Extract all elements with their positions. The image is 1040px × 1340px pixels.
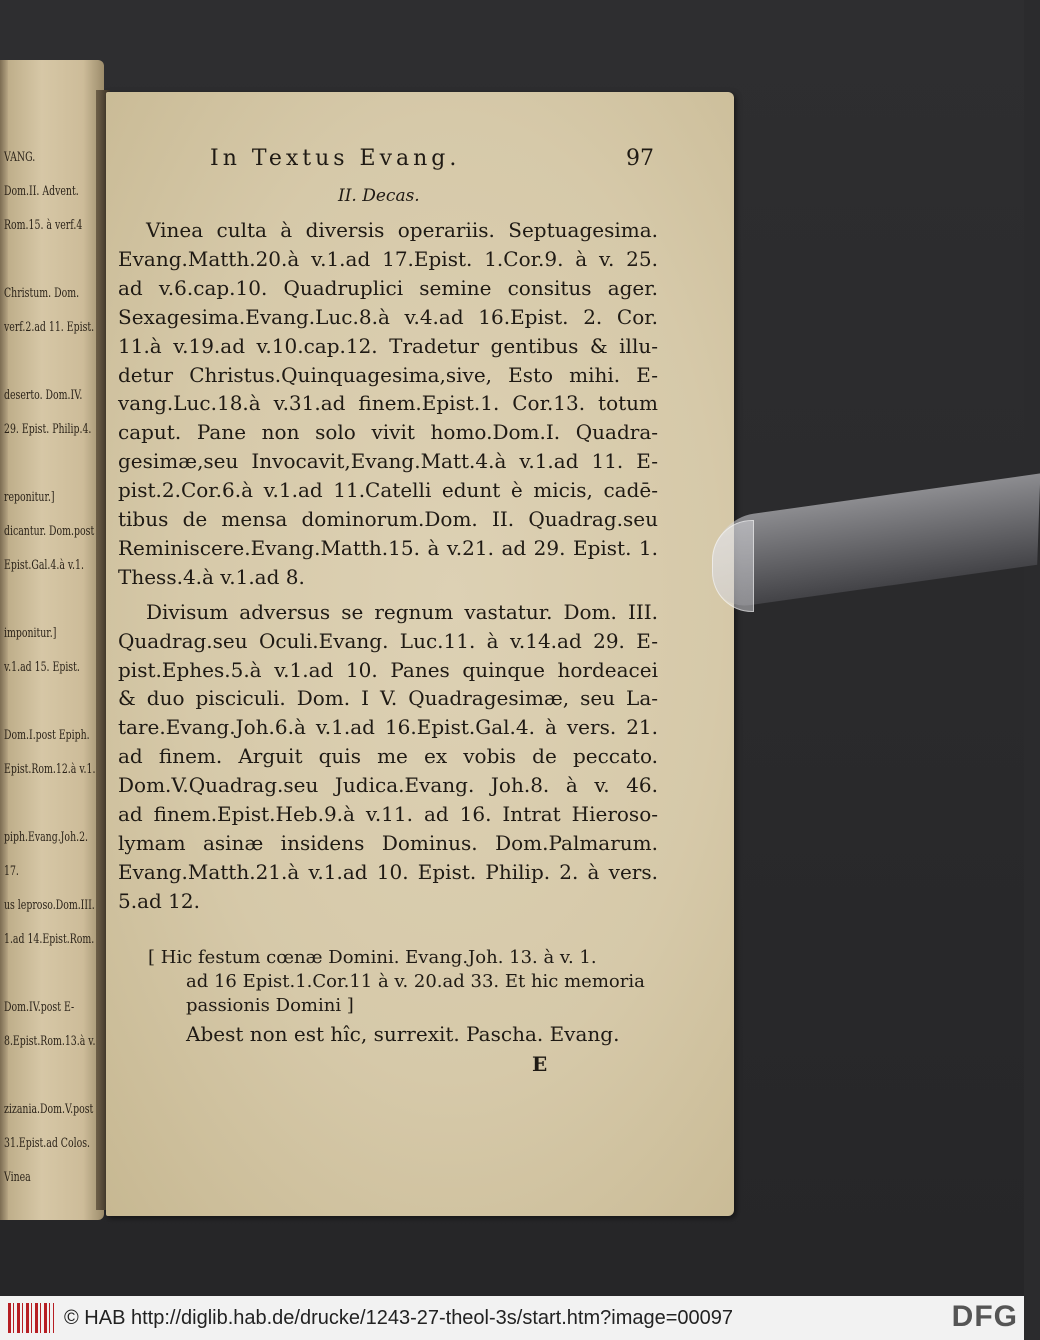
left-page-line: 1.ad 14.Epist.Rom. <box>4 932 95 947</box>
left-page-line: Dom.I.post Epiph. <box>4 728 90 743</box>
body-line: & duo pisciculi. Dom. I V. Quadragesimæ, seu La- <box>118 686 658 711</box>
dfg-logo: DFG <box>951 1300 1018 1333</box>
body-line: Evang.Matth.20.à v.1.ad 17.Epist. 1.Cor.9. à v. 25. <box>118 246 658 271</box>
body-line: caput. Pane non solo vivit homo.Dom.I. Quadra- <box>118 420 658 445</box>
left-page-line: Dom.II. Advent. <box>4 184 79 199</box>
copyright-link[interactable]: © HAB http://diglib.hab.de/drucke/1243-27-theol-3s/start.htm?image=00097 <box>64 1306 734 1329</box>
left-page-fragment <box>0 60 104 1220</box>
note-line: passionis Domini ] <box>186 995 354 1016</box>
left-page-line: Rom.15. à verf.4 <box>4 218 83 233</box>
left-page-line: 17. <box>4 864 19 879</box>
left-page-line: deserto. Dom.IV. <box>4 388 83 403</box>
body-line: tibus de mensa dominorum.Dom. II. Quadrag.seu <box>118 507 658 531</box>
footer-bar <box>0 1296 1024 1340</box>
left-page-line: zizania.Dom.V.post <box>4 1102 94 1117</box>
left-page-line: verf.2.ad 11. Epist. <box>4 320 95 335</box>
body-line: Quadrag.seu Oculi.Evang. Luc.11. à v.14.ad 29. E- <box>118 628 658 653</box>
body-line: Thess.4.à v.1.ad 8. <box>118 564 305 589</box>
body-line: ad finem. Arguit quis me ex vobis de peccato. <box>118 744 658 769</box>
left-page-line: v.1.ad 15. Epist. <box>4 660 80 675</box>
left-page-line: Vinea <box>4 1170 31 1185</box>
body-line: Sexagesima.Evang.Luc.8.à v.4.ad 16.Epist. 2. Cor. <box>118 304 658 329</box>
body-line: Divisum adversus se regnum vastatur. Dom. III. <box>146 599 658 624</box>
body-line: lymam asinæ insidens Dominus. Dom.Palmarum. <box>118 830 658 855</box>
left-page-line: reponitur.] <box>4 490 55 505</box>
body-line: detur Christus.Quinquagesima,sive, Esto mihi. E- <box>118 362 658 387</box>
note-line: [ Hic festum cœnæ Domini. Evang.Joh. 13. à v. 1. <box>148 947 597 968</box>
left-page-line: imponitur.] <box>4 626 57 641</box>
page-number: 97 <box>626 146 654 171</box>
body-line: pist.Ephes.5.à v.1.ad 10. Panes quinque hordeacei <box>118 657 658 682</box>
body-line: tare.Evang.Joh.6.à v.1.ad 16.Epist.Gal.4. à vers. 21. <box>118 715 658 740</box>
barcode-icon <box>8 1303 54 1333</box>
left-page-line: piph.Evang.Joh.2. <box>4 830 89 845</box>
body-line: vang.Luc.18.à v.31.ad finem.Epist.1. Cor.13. totum <box>118 391 658 416</box>
note-line: Abest non est hîc, surrexit. Pascha. Evang. <box>186 1022 620 1046</box>
left-page-line: us leproso.Dom.III. <box>4 898 95 913</box>
body-line: ad v.6.cap.10. Quadruplici semine consitus ager. <box>118 275 658 300</box>
left-page-line: 31.Epist.ad Colos. <box>4 1136 90 1151</box>
left-page-line: 29. Epist. Philip.4. <box>4 422 92 437</box>
left-page-line: Dom.IV.post E- <box>4 1000 75 1015</box>
body-line: Vinea culta à diversis operariis. Septuagesima. <box>146 218 658 242</box>
body-line: 5.ad 12. <box>118 888 200 913</box>
left-page-line: dicantur. Dom.post <box>4 524 95 539</box>
body-line: pist.2.Cor.6.à v.1.ad 11.Catelli edunt è micis, cadē- <box>118 478 658 503</box>
running-head: In Textus Evang. <box>210 146 461 171</box>
note-line: ad 16 Epist.1.Cor.11 à v. 20.ad 33. Et hic memoria <box>186 971 645 992</box>
left-page-line: VANG. <box>4 150 36 165</box>
decade-heading: II. Decas. <box>338 186 420 206</box>
body-line: 11.à v.19.ad v.10.cap.12. Tradetur gentibus & illu- <box>118 333 658 358</box>
body-line: gesimæ,seu Invocavit,Evang.Matt.4.à v.1.ad 11. E- <box>118 449 658 474</box>
left-page-line: Epist.Rom.12.à v.1. <box>4 762 96 777</box>
left-page-line: 8.Epist.Rom.13.à v. <box>4 1034 96 1049</box>
left-page-line: Epist.Gal.4.à v.1. <box>4 558 84 573</box>
body-line: ad finem.Epist.Heb.9.à v.11. ad 16. Intrat Hieroso- <box>118 802 658 826</box>
body-line: Reminiscere.Evang.Matth.15. à v.21. ad 29. Epist. 1. <box>118 535 658 560</box>
left-page-line: Christum. Dom. <box>4 286 80 301</box>
body-line: Evang.Matth.21.à v.1.ad 10. Epist. Philip. 2. à vers. <box>118 859 658 884</box>
signature-mark: E <box>532 1052 548 1076</box>
body-line: Dom.V.Quadrag.seu Judica.Evang. Joh.8. à v. 46. <box>118 773 658 798</box>
